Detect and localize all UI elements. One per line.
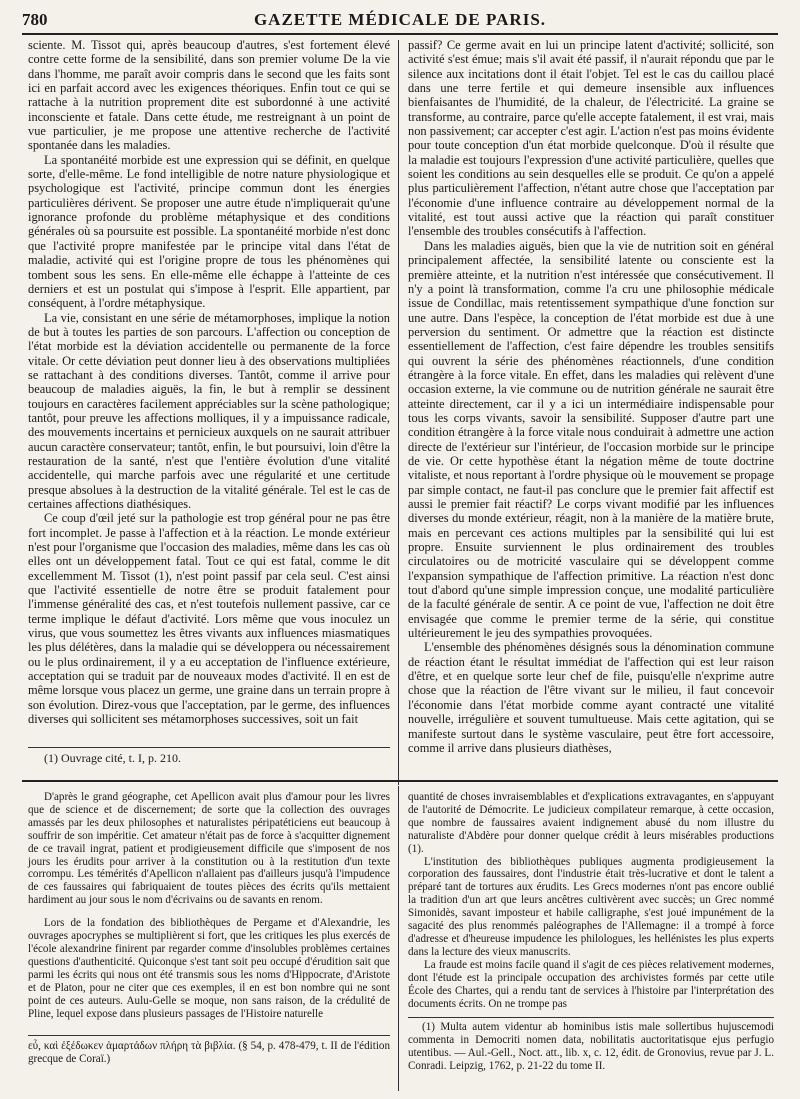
paragraph: Ce coup d'œil jeté sur la pathologie est trop général pour ne pas être fort incomplet. Je passe à l'affection et à la réaction. Le monde extérieur n'est pour l'organisme que l'occasion des maladies, même dans les cas où elles ont un développement fatal. Tout ce qui est fatal, comme le dit excellemment M. Tissot (1), n'est point passif par cela seul. C'est ainsi que l'activité essentielle de notre être se produit fatalement pour l'immense généralité des cas, et n'est toutefois nullement passive, car ce terme implique le défaut d'activité. Lors même que vous inoculez un virus, que vous soumettez les êtres vivants aux influences miasmatiques les plus délétères, dans la maladie qui se développera ou nécessairement ou le plus ordinairement, il y a eu acceptation de l'influence extérieure, acceptation qui se traduit par de nouveaux modes d'activité. Il en est de même lorsque vous placez un germe, une graine dans un terrain propre à son évolution. Direz-vous que l'acceptation, par le germe, des influences diverses qui sollicitent ses métamorphoses successives, soit un fait <box>28 511 390 727</box>
feuilleton-column-left <box>28 791 390 1020</box>
header-rule <box>22 33 778 35</box>
footnote-rule <box>28 747 390 748</box>
footnote-text: (1) Multa autem videntur ab hominibus istis male sollertibus hujuscemodi commenta in Democriti nomen data, nobilitatis auctoritatisque ejus perfugio utentibus. — Aul.-Gell., Noct. att., lib. x, c. 12, édit. de Gronovius, revue par J. L. Conradi. Leipzig, 1762, p. 21-22 du tome II. <box>408 1021 774 1072</box>
feuilleton-left-footnote: εὖ, καὶ ἐξέδωκεν ἁμαρτάδων πλήρη τὰ βιβλία. (§ 54, p. 478-479, t. II de l'édition grecque de Coraï.) <box>28 1040 390 1065</box>
paragraph: L'ensemble des phénomènes désignés sous la dénomination commune de réaction étant le résultat immédiat de l'affection qui est leur raison d'être, et en quelque sorte leur chef de file, puisqu'elle n'exprime autre chose que la réaction de l'être vivant sur le milieu, il faut concevoir l'économie dans l'état morbide comme ayant contracté une vitalité nouvelle, irrégulière et souvent tumultueuse. Mais cette agitation, qui se manifeste surtout dans le système vasculaire, peut être fort accessoire, comme il arrive dans plusieurs diathèses, <box>408 640 774 755</box>
running-title: GAZETTE MÉDICALE DE PARIS. <box>253 10 547 29</box>
paragraph: Dans les maladies aiguës, bien que la vie de nutrition soit en général principalement affectée, la sensibilité latente ou consciente est la première atteinte, et la nutrition n'est intéressée que consécutivement. Il n'y a point là transformation, comme l'a cru une philosophie médicale issue de Condillac, mais retentissement sympathique d'une fonction sur une autre. Dans l'espèce, la conception de l'état morbide est due à une perversion du sentiment. Or admettre que la réaction est distincte essentiellement de l'affection, c'est faire dépendre les troubles sensitifs qui ouvrent la série des phénomènes réactionnels, d'une condition étrangère à la force vitale. En effet, dans les maladies qui relèvent d'une occasion externe, la vie commune ou de nutrition générale ne saurait être atteinte directement, car il y a ici un intermédiaire indispensable pour tous les corps vivants, savoir la sensibilité. Supposer d'autre part une condition étrangère à la force vitale nous conduirait à admettre une action directe de l'extérieur sur l'intérieur, de l'occasion morbide sur le principe de vie. Or cette hypothèse étant la négation même de toute doctrine vitaliste, et nous reportant à l'ordre physique où le mouvement se propage par simple contact, ne faut-il pas conclure que le premier fait affectif est aussi le premier fait réactif? Le corps vivant modifié par les influences diverses du monde extérieur, réagit, non à la manière de la matière brute, mais en percevant ces actions multiples par la sensibilité qui lui est propre. Ensuite surviennent le plus ordinairement des troubles circulatoires ou de motricité vasculaire qui se développent comme l'expansion sympathique de l'affection primitive. La réaction n'est donc tout d'abord qu'une simple impression conçue, une modalité particulière de la faculté générale de sentir. A ce point de vue, l'affection ne doit être envisagée que comme le premier terme de la série, qui constitue ultérieurement le jeu des sympathies provoquées. <box>408 238 774 641</box>
page-number: 780 <box>22 10 48 29</box>
paragraph: La fraude est moins facile quand il s'agit de ces pièces relativement modernes, dont l'étude est la principale occupation des archivistes formés par cette utile École des Chartes, qui a rendu tant de services à l'histoire par l'interprétation des documents écrits. On ne trompe pas <box>408 958 774 1010</box>
paragraph: La spontanéité morbide est une expression qui se définit, en quelque sorte, d'elle-même. Le fond intelligible de notre nature physiologique et psychologique est l'activité, principe commun dont les énergies particulières dérivent. Se proposer une autre étude n'impliquerait qu'une ignorance profonde du problème métaphysique et des conditions générales où sa poursuite est possible. La spontanéité morbide n'est donc que l'activité propre manifestée par le principe vital dans l'état de maladie, activité qui est l'origine propre de tous les phénomènes qui tombent sous les sens. En elle-même elle échappe à l'atteinte de ces derniers et est un postulat qui s'impose à l'esprit. Elle appartient, par conséquent, à l'ordre métaphysique. <box>28 152 390 311</box>
paragraph: D'après le grand géographe, cet Apellicon avait plus d'amour pour les livres que de science et de discernement; de sorte que la collection des ouvrages amassés par les deux philosophes et naturalistes péripatéticiens eut beaucoup à souffrir de son impéritie. Cet amateur n'était pas de force à s'acquitter dignement de ce travail ingrat, patient et prodigieusement difficile que s'imposent de nos jours les érudits pour arriver à la constitution ou à la restitution d'un texte corrompu. Les témérités d'Apellicon n'allaient pas d'ailleurs jusqu'à l'impudence de ces faussaires qui fabriquaient de toutes pièces des écrits qu'ils mettaient hardiment au jour sous le nom d'écrivains ou de savants en renom. <box>28 791 390 907</box>
paragraph: passif? Ce germe avait en lui un principe latent d'activité; sollicité, son activité s'est émue; mais s'il avait été passif, il n'aurait répondu que par le silence aux incitations dont il était l'objet. Tel est le cas du caillou placé dans une terre fertile et qui demeure insensible aux influences bienfaisantes de l'humidité, de la chaleur, de l'électricité. La graine se transforme, au contraire, parce qu'elle accepte fatalement, il est vrai, mais non passivement; car accepter c'est agir. L'action n'est pas moins évidente pour toute conception d'un état morbide quelconque. D'où il résulte que la maladie est toujours l'expression d'une activité particulière, quelles que soient les conditions au sein desquelles elle se produit. Ce qu'on a appelé plus particulièrement l'affection, n'étant autre chose que l'acceptation par l'économie d'une influence contraire au développement normal de la vitalité, est tout aussi active que la réaction qui paraît constituer l'ensemble des troubles consécutifs à l'affection. <box>408 38 774 239</box>
column-divider <box>398 40 399 785</box>
paragraph: La vie, consistant en une série de métamorphoses, implique la notion de but à toutes les parties de son parcours. L'affection ou conception de l'état morbide est la déviation accidentelle ou permanente de la force vitale. Or cette déviation peut donner lieu à des observations multipliées se rattachant à des conditions diverses. Tantôt, comme il arrive pour beaucoup de maladies aiguës, la fin, le but à remplir se dessinent toujours en caractères facilement appréciables sur la scène pathologique; tantôt, pour preuve les affections molliques, il y a impuissance radicale, des mouvements incertains et pernicieux auxquels on ne saurait attribuer aucun caractère conservateur; tantôt, enfin, le but poursuivi, loin d'être la restauration de la santé, n'est que l'entière évolution d'une vitalité accidentelle, qui marche parfois avec une régularité et une certitude presque absolues à la destruction de la vitalité générale. Tel est le cas de certaines affections diathésiques. <box>28 310 390 511</box>
footnote-rule <box>408 1017 774 1018</box>
main-column-right <box>408 38 774 755</box>
main-column-left <box>28 38 390 727</box>
feuilleton-column-divider <box>398 786 399 1091</box>
paragraph: Lors de la fondation des bibliothèques de Pergame et d'Alexandrie, les ouvrages apocryphes se multiplièrent si fort, que les critiques les plus exercés de l'école alexandrine finirent par regarder comme d'insolubles problèmes certaines questions d'authenticité. Quiconque s'est tant soit peu occupé d'érudition sait que parmi les écrits qui nous ont été transmis sous les noms d'Hippocrate, d'Aristote et de Platon, pour ne citer que ces exemples, il en est bon nombre qui ne sont point de ces auteurs. Aulu-Gelle se moque, non sans raison, de la crédulité de Pline, lequel expose dans plusieurs passages de l'Histoire naturelle <box>28 917 390 1020</box>
page-header <box>22 2 778 30</box>
paragraph: quantité de choses invraisemblables et d'explications extravagantes, en s'appuyant de l'autorité de Démocrite. Le judicieux compilateur remarque, à cette occasion, que nombre de faussaires avaient indignement abusé du nom illustre du naturaliste d'Abdère pour donner quelque crédit à leurs misérables productions (1). <box>408 791 774 855</box>
paragraph: L'institution des bibliothèques publiques augmenta prodigieusement la corporation des faussaires, dont l'industrie était très-lucrative et dont le talent a préparé tant de tortures aux érudits. Les Grecs modernes n'ont pas encore oublié la tradition d'un art que leurs ancêtres cultivèrent avec succès; un Grec nommé Simonidès, savant imposteur et habile calligraphe, s'est joué impunément de la sagacité des plus renommés paléographes de l'Allemagne: il a trompé à force d'adresse et d'heureuse impudence les philologues, les hellénistes les plus experts dans la lecture des vieux manuscrits. <box>408 855 774 958</box>
main-footnote: (1) Ouvrage cité, t. I, p. 210. <box>44 751 181 765</box>
feuilleton-right-footnote <box>408 1021 774 1073</box>
feuilleton-rule <box>22 780 778 782</box>
paragraph: sciente. M. Tissot qui, après beaucoup d'autres, s'est fortement élevé contre cette forme de la sensibilité, dans son premier volume De la vie dans l'homme, me paraît avoir compris dans le second que les faits sont ici en parfait accord avec les exigences théoriques. Enfin tout ce qui se rattache à la nutrition proprement dite est subordonné à une activité inconsciente et fatale. Dans cette étude, me restreignant à un point de vue particulier, je me propose une attentive recherche de l'activité spontanée dans les maladies. <box>28 38 390 153</box>
feuilleton-column-right <box>408 791 774 1010</box>
footnote-rule <box>28 1035 390 1036</box>
